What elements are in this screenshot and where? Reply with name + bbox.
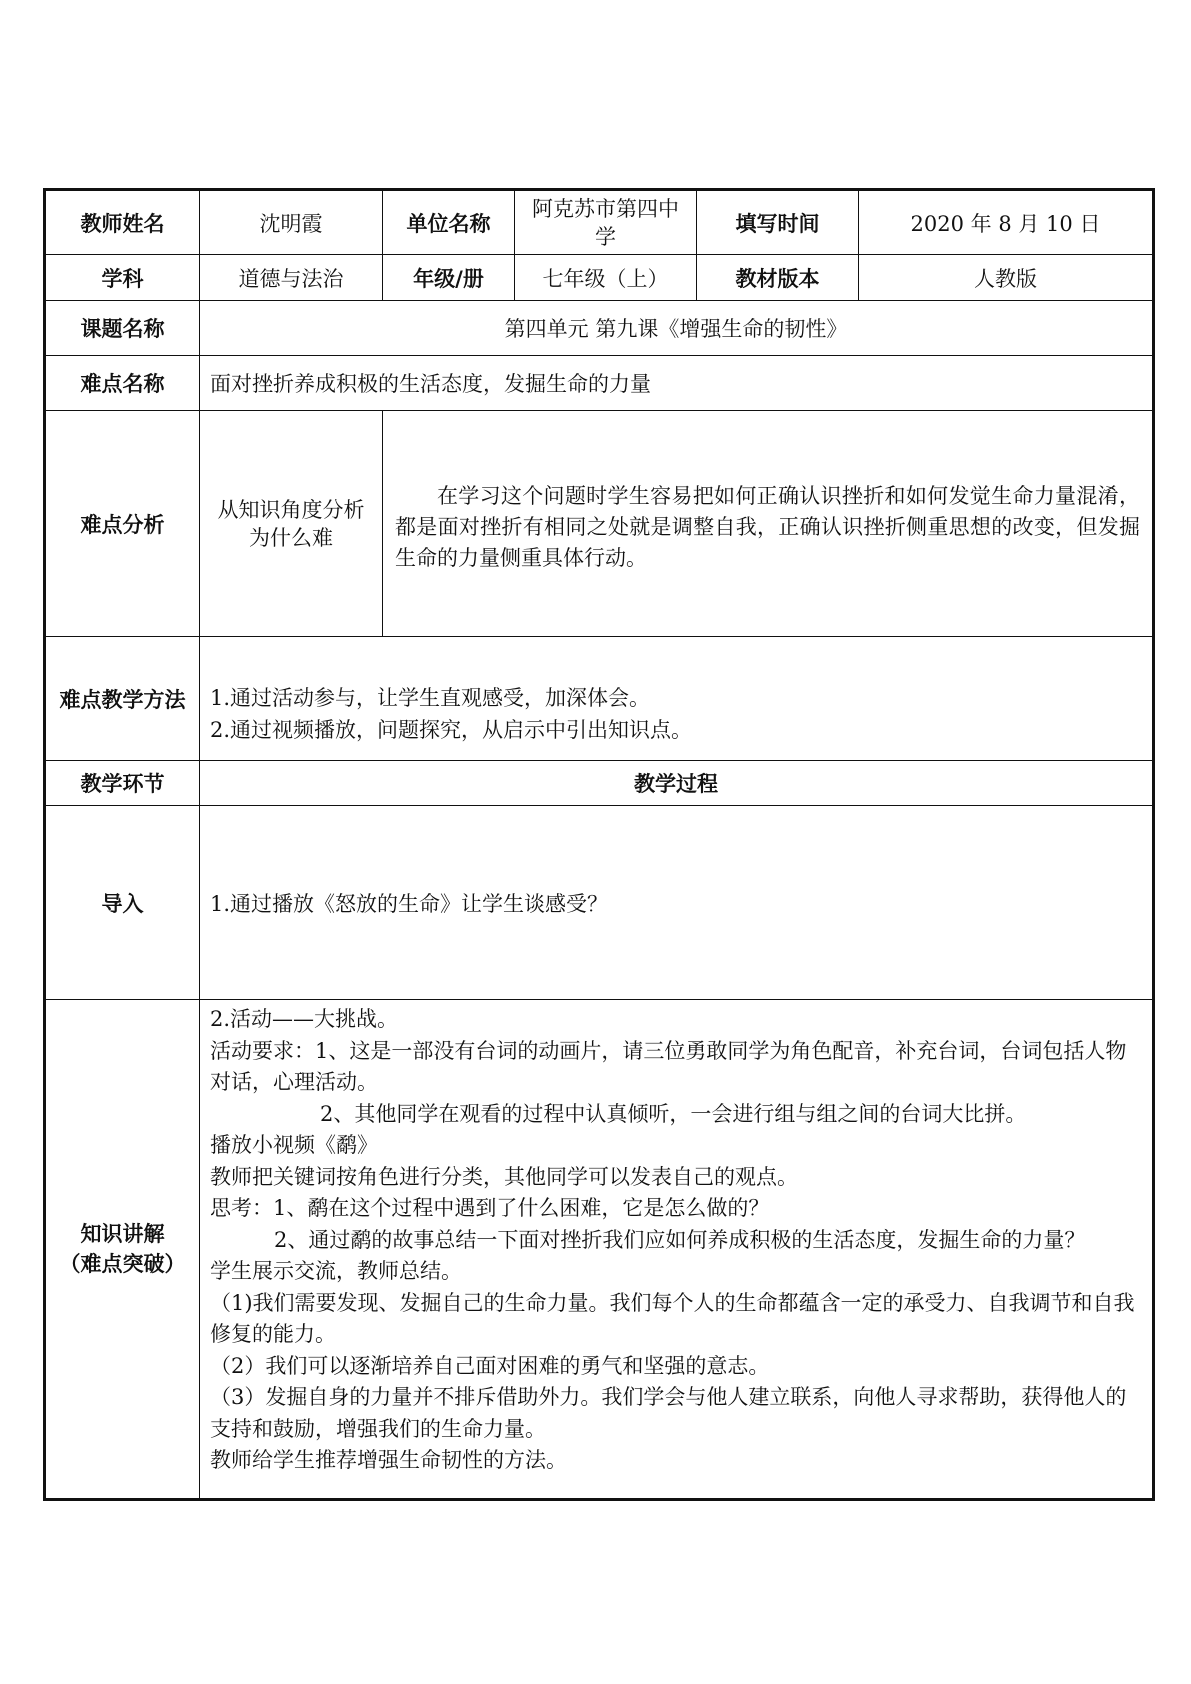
teacher-value: 沈明霞	[200, 190, 383, 255]
method-line-2: 2.通过视频播放，问题探究，从启示中引出知识点。	[210, 718, 693, 742]
knowledge-line: （1)我们需要发现、发掘自己的生命力量。我们每个人的生命都蕴含一定的承受力、自我调节和自我修复的能力。	[210, 1290, 1135, 1346]
subject-label: 学科	[45, 255, 200, 301]
grade-label: 年级/册	[383, 255, 515, 301]
method-row	[45, 637, 1154, 761]
intro-label: 导入	[45, 806, 200, 1000]
teacher-label: 教师姓名	[45, 190, 200, 255]
method-label: 难点教学方法	[45, 637, 200, 761]
knowledge-line: 思考：1、鹬在这个过程中遇到了什么困难，它是怎么做的？	[210, 1196, 770, 1220]
knowledge-label-line2: （难点突破）	[59, 1252, 186, 1276]
knowledge-line: 2、通过鹬的故事总结一下面对挫折我们应如何养成积极的生活态度，发掘生命的力量？	[274, 1227, 1086, 1252]
subject-row	[45, 255, 1154, 301]
date-label: 填写时间	[697, 190, 859, 255]
knowledge-line: （2）我们可以逐渐培养自己面对困难的勇气和坚强的意志。	[210, 1353, 770, 1378]
analysis-text: 在学习这个问题时学生容易把如何正确认识挫折和如何发觉生命力量混淆，都是面对挫折有相同之处就是调整自我，正确认识挫折侧重思想的改变，但发掘生命的力量侧重具体行动。	[383, 411, 1154, 637]
difficulty-value: 面对挫折养成积极的生活态度，发掘生命的力量	[200, 356, 1154, 411]
process-stage-label: 教学环节	[45, 761, 200, 806]
method-line-1: 1.通过活动参与，让学生直观感受，加深体会。	[210, 686, 651, 710]
knowledge-line: 2.活动——大挑战。	[210, 1007, 399, 1031]
method-cell	[200, 637, 1154, 761]
knowledge-content	[200, 1000, 1154, 1500]
difficulty-row	[45, 356, 1154, 411]
topic-row	[45, 301, 1154, 356]
date-value: 2020 年 8 月 10 日	[859, 190, 1154, 255]
lesson-plan-table	[43, 188, 1155, 1501]
unit-label: 单位名称	[383, 190, 515, 255]
edition-label: 教材版本	[697, 255, 859, 301]
analysis-label: 难点分析	[45, 411, 200, 637]
topic-value: 第四单元 第九课《增强生命的韧性》	[200, 301, 1154, 356]
analysis-sublabel: 从知识角度分析为什么难	[200, 411, 383, 637]
intro-text: 1.通过播放《怒放的生命》让学生谈感受？	[200, 806, 1154, 1000]
knowledge-label	[45, 1000, 200, 1500]
intro-row	[45, 806, 1154, 1000]
process-title: 教学过程	[200, 761, 1154, 806]
process-header-row	[45, 761, 1154, 806]
knowledge-line: 2、其他同学在观看的过程中认真倾听，一会进行组与组之间的台词大比拼。	[320, 1101, 1027, 1126]
edition-value: 人教版	[859, 255, 1154, 301]
header-row	[45, 190, 1154, 255]
knowledge-line: 教师给学生推荐增强生命韧性的方法。	[210, 1448, 567, 1472]
knowledge-line: 学生展示交流，教师总结。	[210, 1259, 462, 1283]
knowledge-row	[45, 1000, 1154, 1500]
subject-value: 道德与法治	[200, 255, 383, 301]
grade-value: 七年级（上）	[515, 255, 697, 301]
unit-value: 阿克苏市第四中学	[515, 190, 697, 255]
knowledge-label-line1: 知识讲解	[80, 1222, 165, 1246]
knowledge-line: （3）发掘自身的力量并不排斥借助外力。我们学会与他人建立联系，向他人寻求帮助，获得他人的支持和鼓励，增强我们的生命力量。	[210, 1385, 1127, 1441]
knowledge-line: 播放小视频《鹬》	[210, 1133, 378, 1157]
analysis-row	[45, 411, 1154, 637]
difficulty-label: 难点名称	[45, 356, 200, 411]
topic-label: 课题名称	[45, 301, 200, 356]
knowledge-line: 活动要求：1、这是一部没有台词的动画片，请三位勇敢同学为角色配音，补充台词，台词包括人物对话，心理活动。	[210, 1038, 1127, 1094]
knowledge-line: 教师把关键词按角色进行分类，其他同学可以发表自己的观点。	[210, 1164, 798, 1189]
